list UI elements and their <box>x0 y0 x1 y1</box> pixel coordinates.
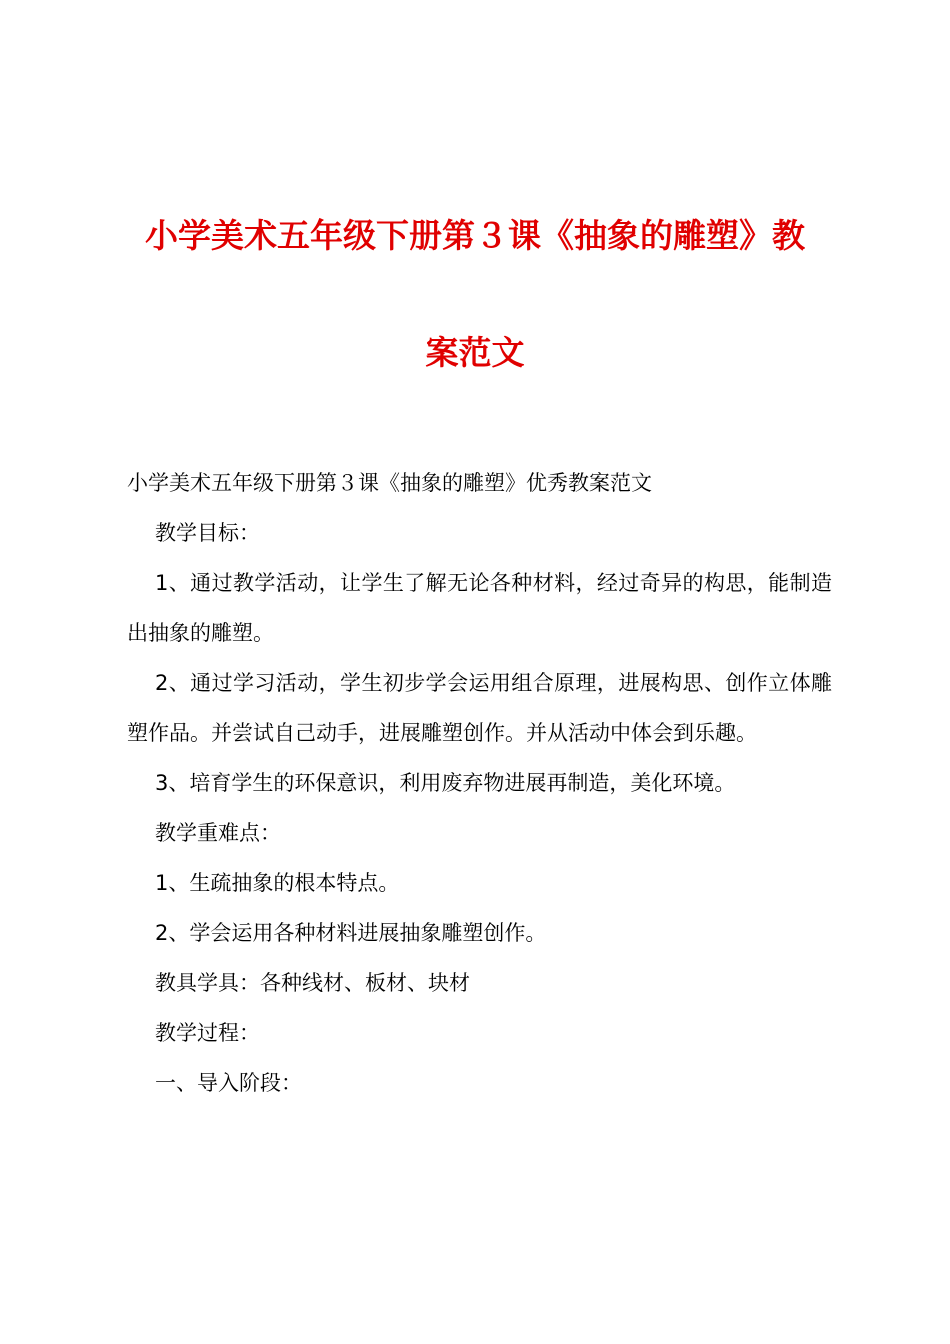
key-point-item-2: 2、学会运用各种材料进展抽象雕塑创作。 <box>155 921 547 945</box>
objective-item-3: 3、培育学生的环保意识，利用废弃物进展再制造，美化环境。 <box>155 771 736 795</box>
document-subtitle: 小学美术五年级下册第３课《抽象的雕塑》优秀教案范文 <box>127 471 652 495</box>
section-heading-process: 教学过程： <box>155 1021 260 1045</box>
objective-item-1: 1、通过教学活动，让学生了解无论各种材料，经过奇异的构思，能制造出抽象的雕塑。 <box>127 571 832 645</box>
section-heading-objectives: 教学目标： <box>155 521 260 545</box>
objective-item-2: 2、通过学习活动，学生初步学会运用组合原理，进展构思、创作立体雕塑作品。并尝试自己动手，进展雕塑创作。并从活动中体会到乐趣。 <box>127 671 832 745</box>
document-body <box>127 458 832 1108</box>
document-title-line-2: 案范文 <box>425 333 525 372</box>
section-heading-key-points: 教学重难点： <box>155 821 281 845</box>
key-point-item-1: 1、生疏抽象的根本特点。 <box>155 871 400 895</box>
process-stage-1: 一、导入阶段： <box>155 1071 302 1095</box>
teaching-tools: 教具学具：各种线材、板材、块材 <box>155 971 470 995</box>
document-title-line-1: 小学美术五年级下册第３课《抽象的雕塑》教 <box>145 216 805 255</box>
